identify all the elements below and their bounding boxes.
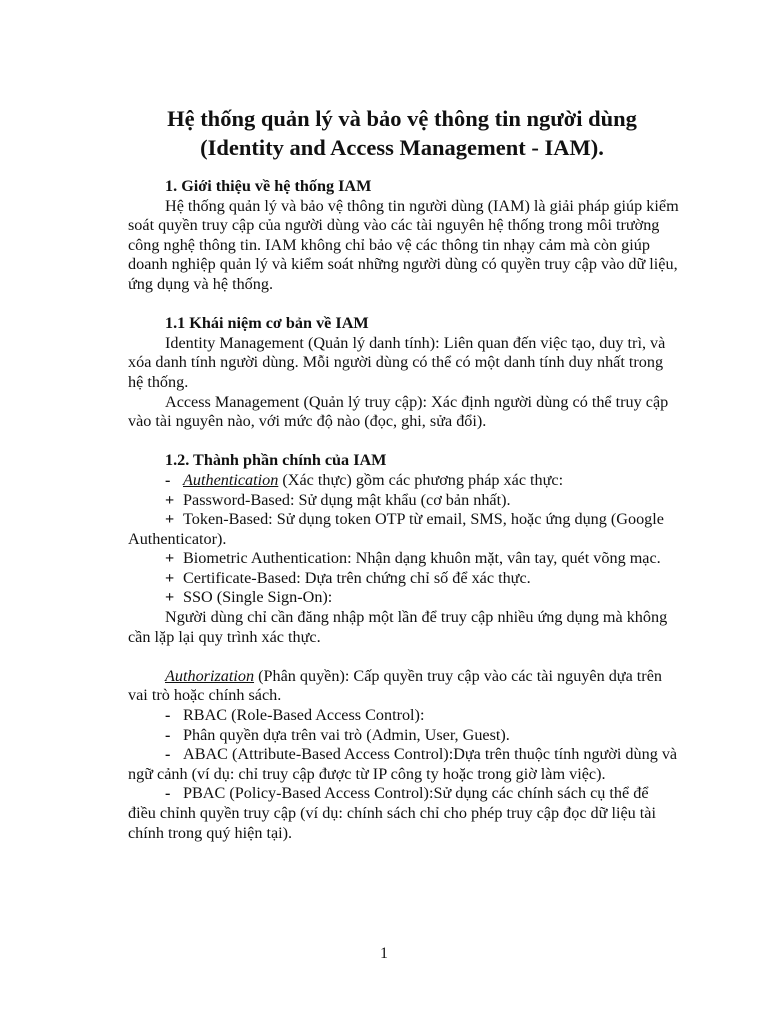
plus-marker: +: [165, 490, 175, 509]
document-body: [128, 177, 680, 843]
authorization-term: Authorization: [165, 666, 255, 685]
method-sso: [128, 588, 680, 608]
rbac-detail-text: Phân quyền dựa trên vai trò (Admin, User, Guest).: [183, 725, 510, 744]
dash-marker: -: [165, 470, 171, 489]
abac-text: ABAC (Attribute-Based Access Control):Dựa trên thuộc tính người dùng và ngữ cảnh (ví dụ: chỉ truy cập được từ IP công ty hoặc trong giờ làm việc).: [128, 745, 678, 783]
authentication-text: (Xác thực) gồm các phương pháp xác thực:: [278, 470, 564, 489]
method-certificate: [128, 569, 680, 589]
pbac-text: PBAC (Policy-Based Access Control):Sử dụng các chính sách cụ thể để điều chỉnh quyền truy cập (ví dụ: chính sách chỉ cho phép truy cập đọc dữ liệu tài chính trong quý hiện tại).: [128, 784, 656, 842]
rbac-detail-item: [128, 726, 680, 746]
method-biometric: [128, 549, 680, 569]
section-1-paragraph: Hệ thống quản lý và bảo vệ thông tin người dùng (IAM) là giải pháp giúp kiểm soát quyền truy cập của người dùng vào các tài nguyên hệ thống trong môi trường công nghệ thông tin. IAM không chỉ bảo vệ các thông tin nhạy cảm mà còn giúp doanh nghiệp quản lý và kiểm soát những người dùng có quyền truy cập vào dữ liệu, ứng dụng và hệ thống.: [128, 196, 679, 293]
abac-item: [128, 745, 680, 784]
method-token-text: Token-Based: Sử dụng token OTP từ email, SMS, hoặc ứng dụng (Google Authenticator).: [128, 510, 664, 548]
method-token: [128, 510, 680, 549]
spacer: [128, 647, 680, 667]
authorization-text: (Phân quyền): Cấp quyền truy cập vào các tài nguyên dựa trên vai trò hoặc chính sách.: [128, 666, 662, 705]
method-certificate-text: Certificate-Based: Dựa trên chứng chỉ số để xác thực.: [183, 568, 531, 587]
page-number: 1: [380, 945, 388, 962]
plus-marker: +: [165, 549, 175, 568]
rbac-text: RBAC (Role-Based Access Control):: [183, 706, 425, 725]
authorization-paragraph: [128, 667, 680, 706]
pbac-item: [128, 784, 680, 843]
dash-marker: -: [165, 784, 171, 803]
rbac-item: [128, 706, 680, 726]
dash-marker: -: [165, 745, 171, 764]
authentication-item: [128, 471, 680, 491]
authentication-term: Authentication: [183, 470, 279, 489]
spacer: [128, 295, 680, 315]
section-1-1-heading: 1.1 Khái niệm cơ bản về IAM: [165, 314, 369, 333]
plus-marker: +: [165, 510, 175, 529]
document-title: Hệ thống quản lý và bảo vệ thông tin người dùng (Identity and Access Management - IAM).: [167, 106, 637, 160]
spacer: [128, 432, 680, 452]
section-1-2-heading: 1.2. Thành phần chính của IAM: [165, 451, 387, 470]
method-password: [128, 491, 680, 511]
method-biometric-text: Biometric Authentication: Nhận dạng khuôn mặt, vân tay, quét võng mạc.: [183, 549, 661, 568]
identity-management-paragraph: Identity Management (Quản lý danh tính): Liên quan đến việc tạo, duy trì, và xóa danh tính người dùng. Mỗi người dùng có thể có một danh tính duy nhất trong hệ thống.: [128, 333, 666, 391]
method-sso-text: SSO (Single Sign-On):: [183, 588, 333, 607]
plus-marker: +: [165, 588, 175, 607]
method-password-text: Password-Based: Sử dụng mật khẩu (cơ bản nhất).: [183, 490, 511, 509]
plus-marker: +: [165, 568, 175, 587]
dash-marker: -: [165, 706, 171, 725]
dash-marker: -: [165, 725, 171, 744]
sso-description: Người dùng chỉ cần đăng nhập một lần để truy cập nhiều ứng dụng mà không cần lặp lại quy trình xác thực.: [128, 608, 668, 646]
access-management-paragraph: Access Management (Quản lý truy cập): Xác định người dùng có thể truy cập vào tài nguyên nào, với mức độ nào (đọc, ghi, sửa đổi).: [128, 392, 669, 431]
section-1-heading: 1. Giới thiệu về hệ thống IAM: [165, 177, 372, 195]
